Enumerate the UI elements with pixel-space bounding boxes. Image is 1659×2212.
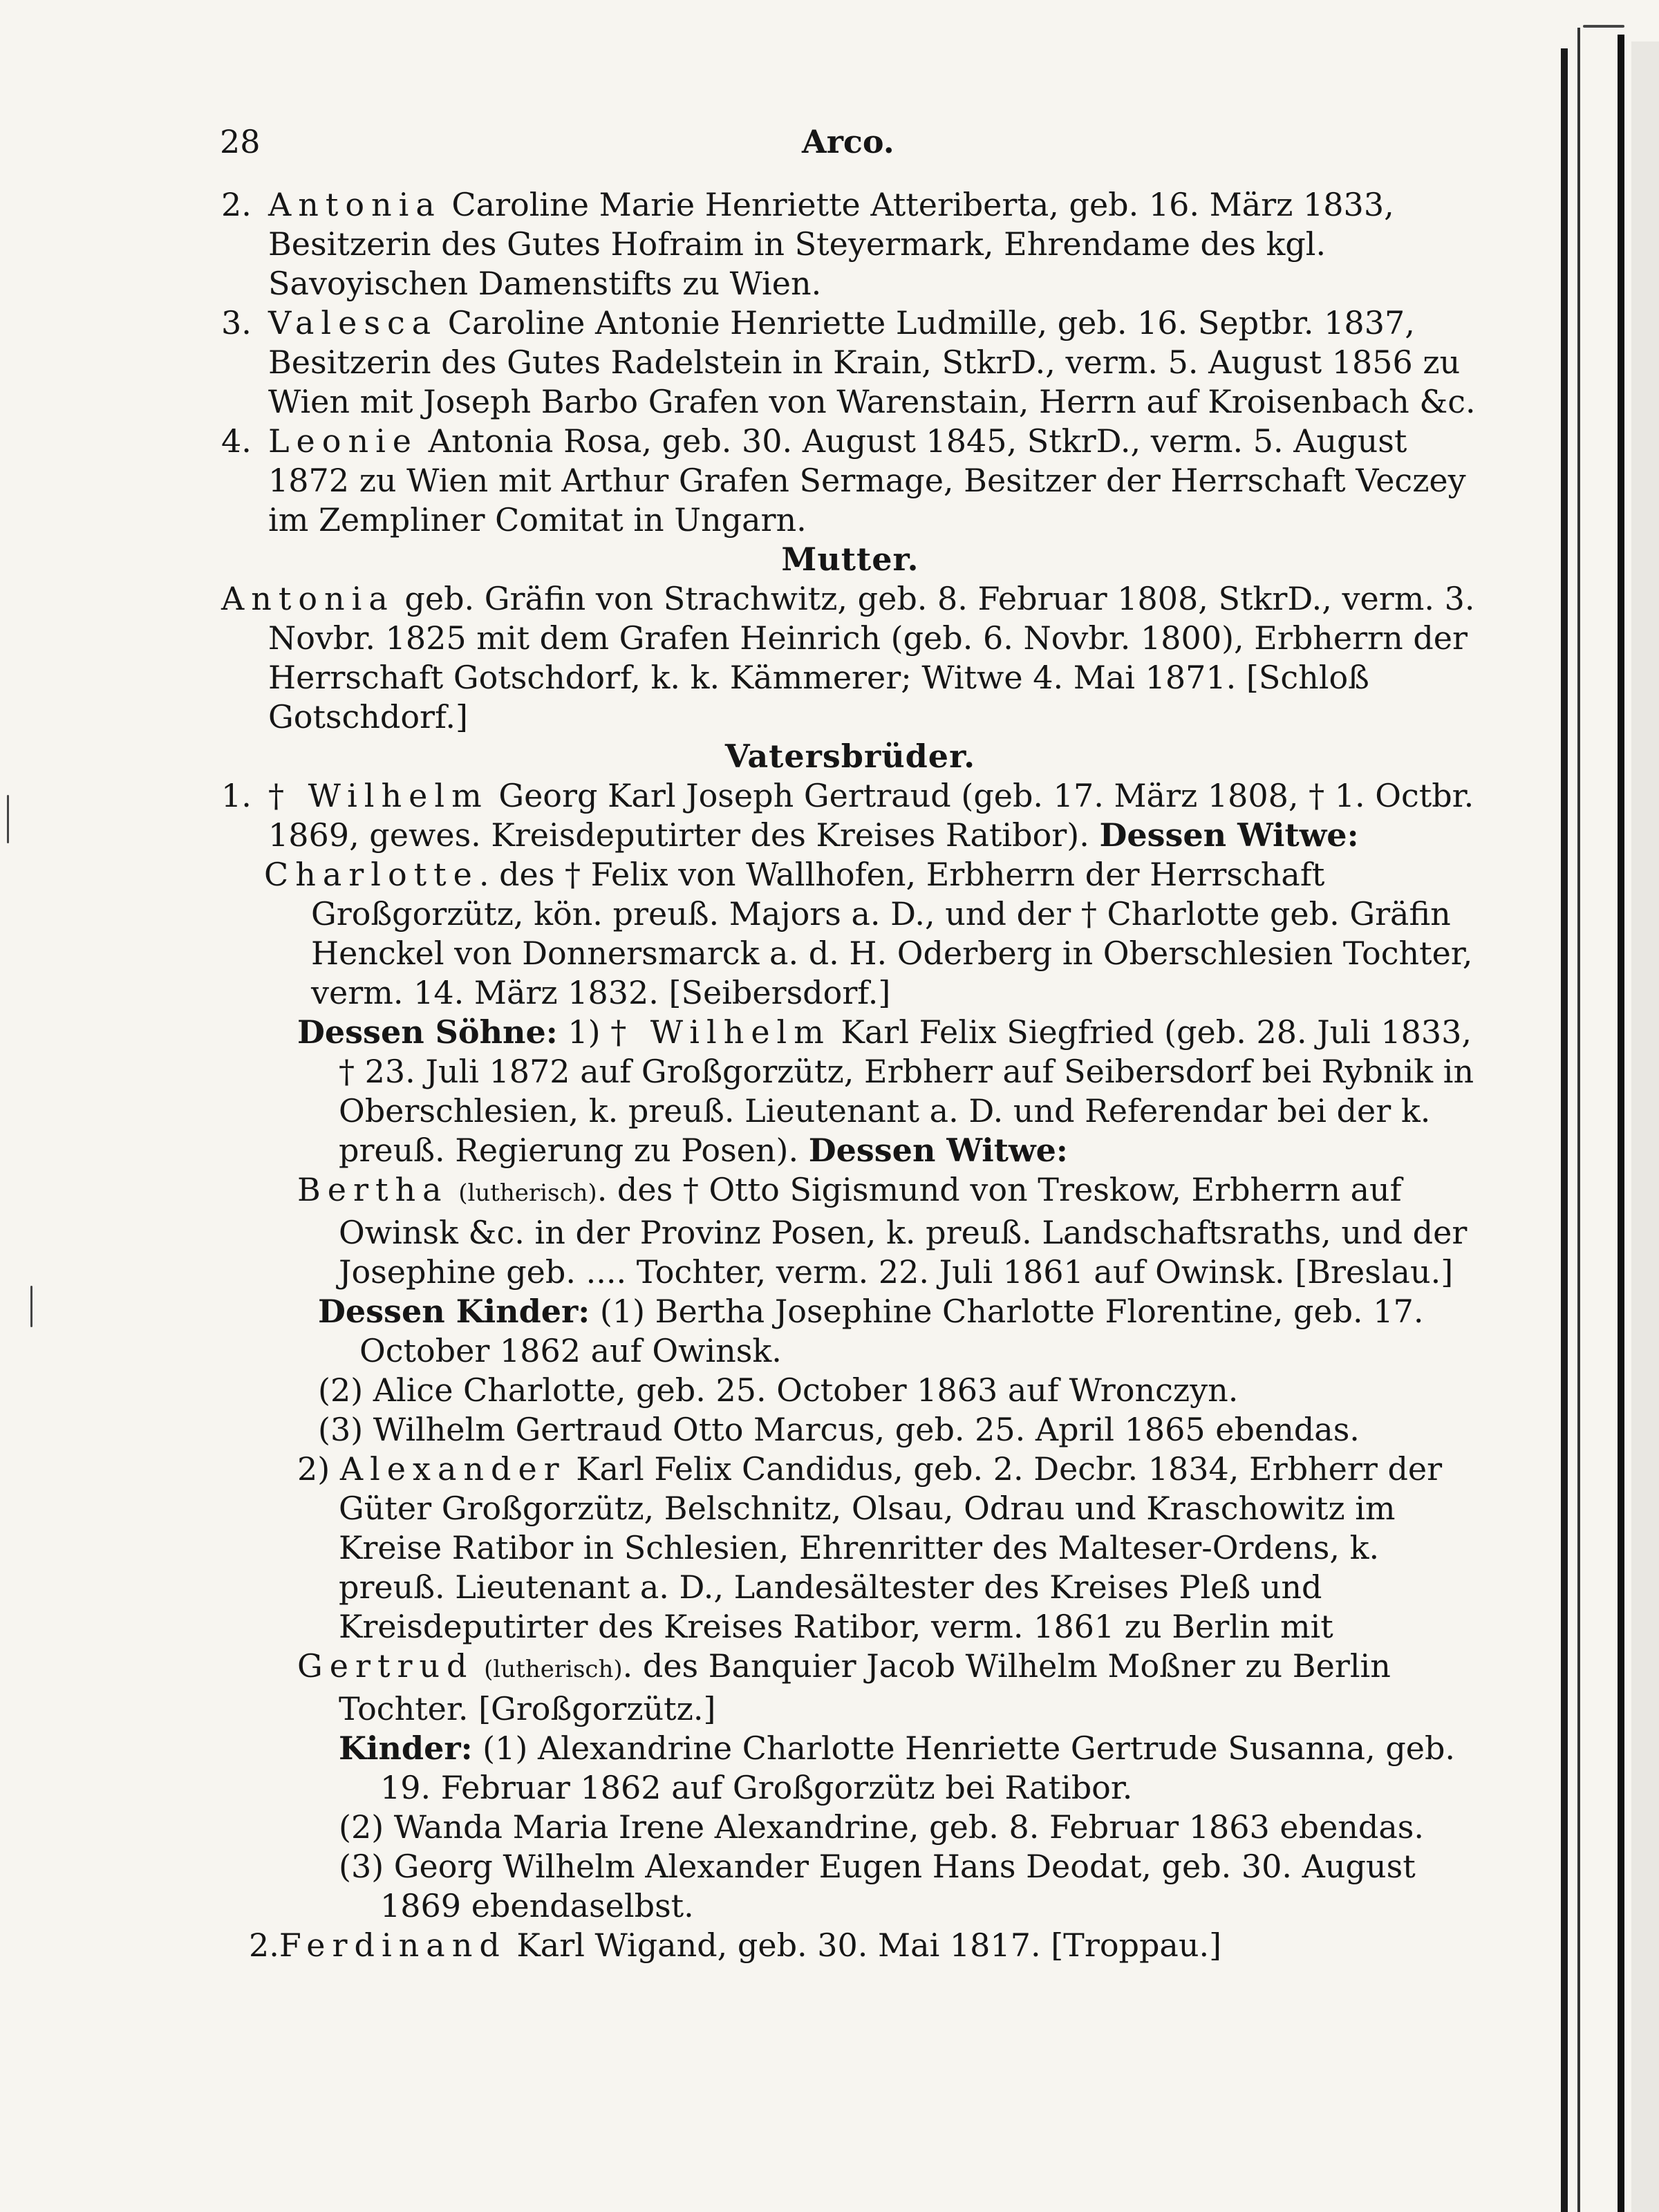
page-number: 28 — [220, 123, 261, 160]
son1-widow-text: . des † Otto Sigismund von Treskow, Erbherrn auf Owinsk &c. in der Provinz Posen, k. preuß. Landschaftsraths, und der Josephine geb. .... Tochter, verm. 22. Juli 1861 auf Owinsk. [Breslau.] — [339, 1171, 1468, 1291]
son1-children — [221, 1292, 1479, 1371]
widow-entry — [221, 855, 1479, 1013]
son1-children-label: Dessen Kinder: — [318, 1293, 590, 1330]
son1-number: 1) — [557, 1013, 611, 1051]
son2-children — [221, 1808, 1479, 1847]
son1-widow-name: Bertha — [297, 1171, 449, 1208]
section-heading-mother: Mutter. — [781, 541, 919, 578]
entry-number: 1. — [221, 777, 252, 814]
sons-label: Dessen Söhne: — [297, 1013, 558, 1051]
entry-name: Leonie — [268, 422, 419, 460]
scan-mark — [1583, 25, 1624, 28]
running-head: Arco. — [802, 123, 894, 160]
son1-text: Karl Felix Siegfried (geb. 28. Juli 1833, † 23. Juli 1872 auf Großgorzütz, Erbherr auf Seibersdorf bei Rybnik in Oberschlesien, k. preuß. Lieutenant a. D. und Referendar bei der k. preuß. Regierung zu Posen). — [339, 1013, 1474, 1169]
son1-entry — [221, 1013, 1479, 1170]
entry-text: Caroline Marie Henriette Atteriberta, geb. 16. März 1833, Besitzerin des Gutes Hofraim in Steyermark, Ehrendame des kgl. Savoyischen Damenstifts zu Wien. — [268, 186, 1394, 302]
child-entry: (1) Alexandrine Charlotte Henriette Gertrude Susanna, geb. 19. Februar 1862 auf Großgorzütz bei Ratibor. — [380, 1730, 1456, 1806]
page-edge-shadow — [1561, 48, 1568, 2212]
entry-text: Caroline Antonie Henriette Ludmille, geb. 16. Septbr. 1837, Besitzerin des Gutes Radelstein in Krain, StkrD., verm. 5. August 1856 zu Wien mit Joseph Barbo Grafen von Warenstain, Herrn auf Kroisenbach &c. — [268, 304, 1476, 420]
uncle-text: Georg Karl Joseph Gertraud (geb. 17. März 1808, † 1. Octbr. 1869, gewes. Kreisdeputirter des Kreises Ratibor). — [268, 777, 1474, 854]
son1-widow-note: (lutherisch) — [458, 1179, 597, 1207]
son2-children — [221, 1847, 1479, 1926]
son1-widow-entry — [221, 1170, 1479, 1292]
entry-2 — [221, 185, 1479, 303]
mother-entry — [221, 579, 1479, 737]
son2-entry — [221, 1450, 1479, 1647]
son2-wife-note: (lutherisch) — [484, 1656, 623, 1683]
son2-children-label: Kinder: — [339, 1730, 473, 1767]
son2-wife-name: Gertrud — [297, 1647, 474, 1685]
son2-wife-entry — [221, 1647, 1479, 1729]
page-edge-shadow — [1618, 35, 1624, 2212]
page-edge-shadow — [1631, 41, 1659, 2212]
page-edge-shadow — [1577, 28, 1580, 2212]
son1-widow-label: Dessen Witwe: — [808, 1132, 1068, 1169]
son2-text: Karl Felix Candidus, geb. 2. Decbr. 1834, Erbherr der Güter Großgorzütz, Belschnitz, Olsau, Odrau und Kraschowitz im Kreise Ratibor in Schlesien, Ehrenritter des Malteser-Ordens, k. preuß. Lieutenant a. D., Landesältester des Kreises Pleß und Kreisdeputirter des Kreises Ratibor, verm. 1861 zu Berlin mit — [339, 1450, 1443, 1645]
entry-4 — [221, 422, 1479, 540]
scan-mark — [30, 1286, 32, 1327]
section-heading-uncles: Vatersbrüder. — [724, 738, 976, 775]
uncle-name: Ferdinand — [279, 1927, 507, 1964]
widow-text: . des † Felix von Wallhofen, Erbherrn der Herrschaft Großgorzütz, kön. preuß. Majors a. D., und der † Charlotte geb. Gräfin Henckel von Donnersmarck a. d. H. Oderberg in Oberschlesien Tochter, verm. 14. März 1832. [Seibersdorf.] — [311, 856, 1473, 1011]
uncle-entry-1 — [221, 776, 1479, 855]
entry-name: Antonia — [268, 186, 442, 223]
widow-label: Dessen Witwe: — [1099, 816, 1359, 854]
entry-number: 3. — [221, 304, 252, 341]
uncle-entry-2 — [249, 1926, 1479, 1965]
son2-number: 2) — [297, 1450, 340, 1488]
child-entry: (3) Georg Wilhelm Alexander Eugen Hans Deodat, geb. 30. August 1869 ebendaselbst. — [339, 1848, 1416, 1924]
son1-children — [221, 1410, 1479, 1450]
entry-number: 2. — [221, 186, 252, 223]
son1-children — [221, 1371, 1479, 1410]
son2-wife-text: . des Banquier Jacob Wilhelm Moßner zu Berlin Tochter. [Großgorzütz.] — [339, 1647, 1391, 1727]
son1-name: † Wilhelm — [610, 1013, 831, 1051]
scan-mark — [7, 795, 9, 843]
uncle-name: † Wilhelm — [268, 777, 489, 814]
entry-3 — [221, 303, 1479, 422]
page-body — [221, 185, 1479, 1965]
entry-number: 4. — [221, 422, 252, 460]
mother-name: Antonia — [221, 580, 395, 617]
child-entry: (2) Wanda Maria Irene Alexandrine, geb. 8. Februar 1863 ebendas. — [339, 1808, 1425, 1846]
uncle-text: Karl Wigand, geb. 30. Mai 1817. [Troppau.] — [506, 1927, 1222, 1964]
child-entry: (2) Alice Charlotte, geb. 25. October 1863 auf Wronczyn. — [318, 1371, 1239, 1409]
child-entry: (1) Bertha Josephine Charlotte Florentine, geb. 17. October 1862 auf Owinsk. — [359, 1293, 1424, 1369]
widow-name: Charlotte — [264, 856, 479, 893]
entry-number: 2. — [249, 1927, 279, 1964]
mother-text: geb. Gräfin von Strachwitz, geb. 8. Februar 1808, StkrD., verm. 3. Novbr. 1825 mit dem Grafen Heinrich (geb. 6. Novbr. 1800), Erbherrn der Herrschaft Gotschdorf, k. k. Kämmerer; Witwe 4. Mai 1871. [Schloß Gotschdorf.] — [268, 580, 1475, 735]
entry-name: Valesca — [268, 304, 438, 341]
son2-children — [221, 1729, 1479, 1808]
son2-name: Alexander — [339, 1450, 566, 1488]
child-entry: (3) Wilhelm Gertraud Otto Marcus, geb. 25. April 1865 ebendas. — [318, 1411, 1360, 1448]
entry-text: Antonia Rosa, geb. 30. August 1845, StkrD., verm. 5. August 1872 zu Wien mit Arthur Grafen Sermage, Besitzer der Herrschaft Veczey im Zempliner Comitat in Ungarn. — [268, 422, 1466, 538]
